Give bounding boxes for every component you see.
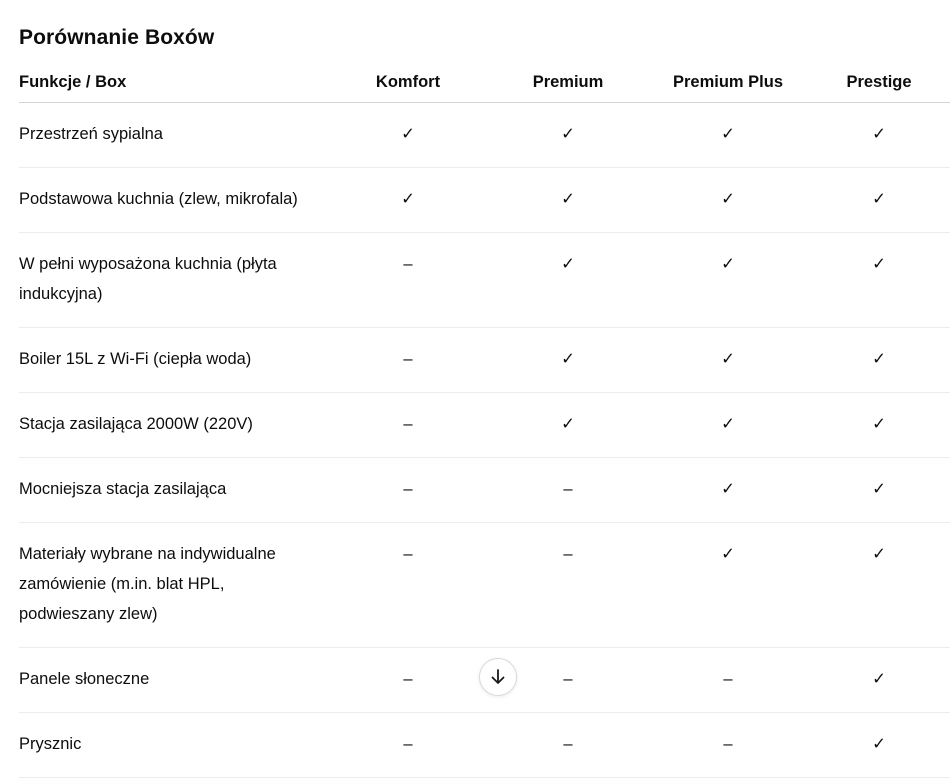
table-row	[19, 233, 950, 328]
header-prestige: Prestige	[808, 62, 950, 103]
cell-premium-plus: ✓	[648, 393, 808, 458]
feature-label: Mocniejsza stacja zasilająca	[19, 458, 328, 523]
header-features: Funkcje / Box	[19, 62, 328, 103]
cell-premium: ✓	[488, 393, 648, 458]
cell-prestige: ✓	[808, 328, 950, 393]
cell-premium: –	[488, 648, 648, 713]
scroll-down-button[interactable]	[479, 658, 517, 696]
cell-premium-plus: ✓	[648, 168, 808, 233]
cell-komfort: –	[328, 523, 488, 648]
cell-premium: ✓	[488, 103, 648, 168]
table-row	[19, 523, 950, 648]
table-row	[19, 103, 950, 168]
cell-prestige: ✓	[808, 648, 950, 713]
cell-premium-plus: –	[648, 648, 808, 713]
cell-prestige: ✓	[808, 233, 950, 328]
header-premium-plus: Premium Plus	[648, 62, 808, 103]
cell-prestige: ✓	[808, 393, 950, 458]
cell-komfort: –	[328, 713, 488, 778]
cell-premium-plus: ✓	[648, 523, 808, 648]
table-row	[19, 393, 950, 458]
cell-premium-plus: –	[648, 713, 808, 778]
cell-komfort: –	[328, 393, 488, 458]
header-komfort: Komfort	[328, 62, 488, 103]
cell-premium: –	[488, 458, 648, 523]
feature-label: Podstawowa kuchnia (zlew, mikrofala)	[19, 168, 328, 233]
feature-label: Boiler 15L z Wi-Fi (ciepła woda)	[19, 328, 328, 393]
cell-premium-plus: ✓	[648, 233, 808, 328]
cell-premium: –	[488, 523, 648, 648]
page-title: Porównanie Boxów	[19, 26, 215, 49]
cell-premium: ✓	[488, 168, 648, 233]
cell-prestige: ✓	[808, 168, 950, 233]
feature-label: Prysznic	[19, 713, 328, 778]
cell-premium-plus: ✓	[648, 458, 808, 523]
cell-komfort: ✓	[328, 103, 488, 168]
cell-premium-plus: ✓	[648, 328, 808, 393]
cell-prestige: ✓	[808, 523, 950, 648]
feature-label: Stacja zasilająca 2000W (220V)	[19, 393, 328, 458]
cell-komfort: –	[328, 328, 488, 393]
cell-komfort: –	[328, 648, 488, 713]
cell-prestige: ✓	[808, 103, 950, 168]
feature-label: Panele słoneczne	[19, 648, 328, 713]
table-row	[19, 458, 950, 523]
header-premium: Premium	[488, 62, 648, 103]
cell-premium: ✓	[488, 328, 648, 393]
cell-komfort: –	[328, 233, 488, 328]
feature-label: W pełni wyposażona kuchnia (płyta indukcyjna)	[19, 233, 328, 328]
feature-label: Przestrzeń sypialna	[19, 103, 328, 168]
cell-komfort: –	[328, 458, 488, 523]
table-row	[19, 328, 950, 393]
cell-premium: –	[488, 713, 648, 778]
table-row	[19, 713, 950, 778]
cell-prestige: ✓	[808, 713, 950, 778]
table-header-row	[19, 62, 950, 103]
cell-prestige: ✓	[808, 458, 950, 523]
table-row	[19, 168, 950, 233]
cell-premium-plus: ✓	[648, 103, 808, 168]
cell-komfort: ✓	[328, 168, 488, 233]
arrow-down-icon	[488, 667, 508, 687]
cell-premium: ✓	[488, 233, 648, 328]
feature-label: Materiały wybrane na indywidualne zamówienie (m.in. blat HPL, podwieszany zlew)	[19, 523, 328, 648]
